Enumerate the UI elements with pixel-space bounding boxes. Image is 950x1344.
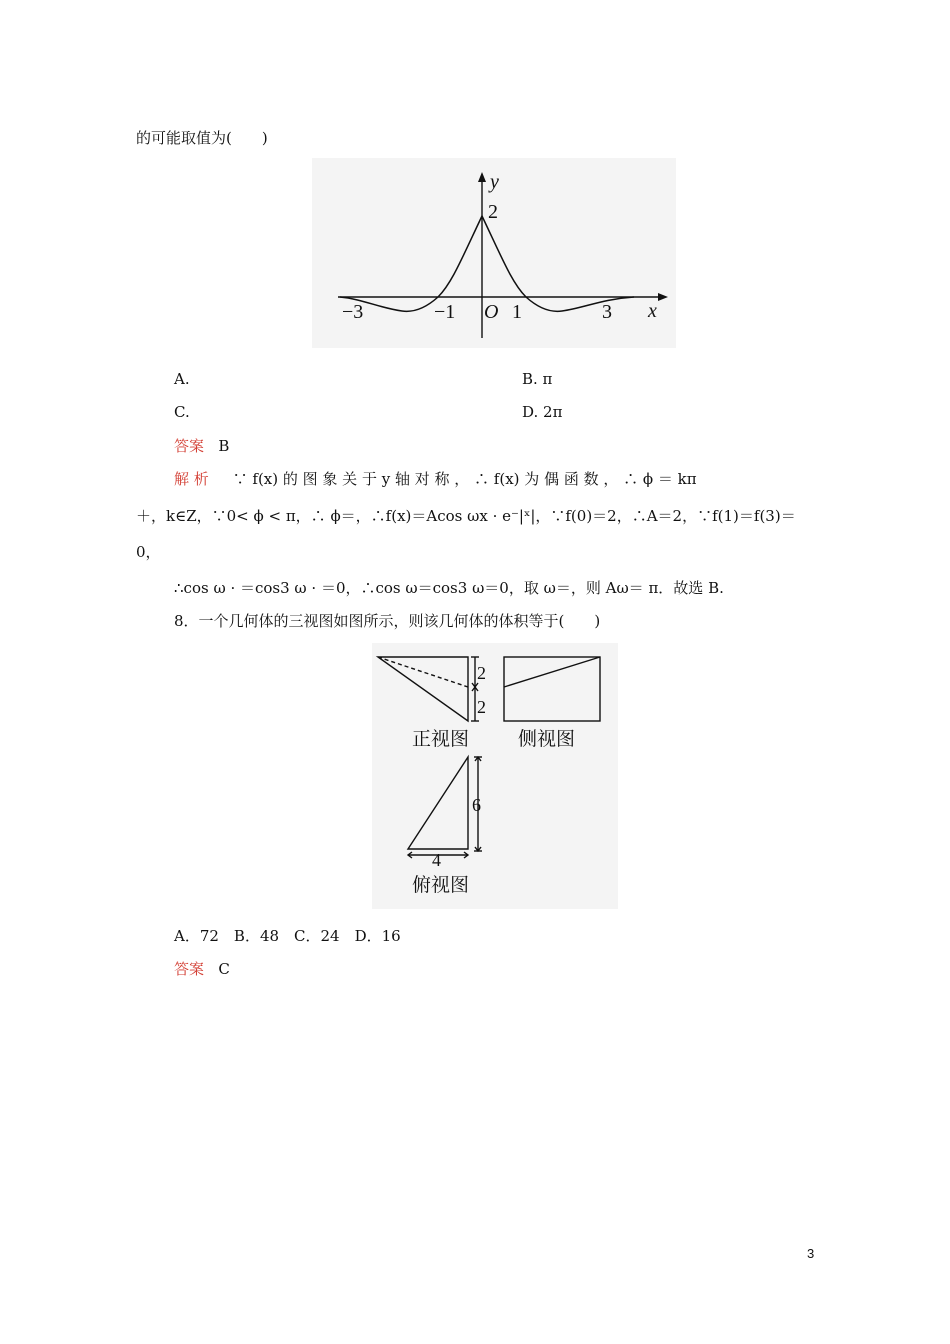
dim-height-label: 6 — [472, 795, 481, 815]
q7-option-a: A. — [174, 370, 190, 388]
tick-label-3: 3 — [602, 301, 612, 323]
tick-label-1: 1 — [512, 301, 522, 323]
q8-options: A．72 B．48 C．24 D．16 — [174, 927, 401, 945]
answer-value: B — [218, 437, 230, 455]
x-axis-label: x — [648, 300, 657, 322]
q7-option-d: D. 2π — [522, 403, 563, 421]
origin-label: O — [484, 301, 499, 323]
tick-label-neg3: −3 — [342, 301, 364, 323]
answer-value: C — [218, 960, 230, 978]
q7-option-c: C. — [174, 403, 190, 421]
side-view-label: 侧视图 — [518, 729, 576, 750]
answer-label: 答案 — [174, 960, 205, 978]
analysis-label: 解 析 — [174, 470, 209, 488]
q7-analysis-line4: ∴cos ω · ＝cos3 ω · ＝0，∴cos ω＝cos3 ω＝0，取 ω＝，则 Aω＝ π．故选 B. — [174, 579, 724, 597]
page-number: 3 — [807, 1246, 815, 1261]
q7-analysis-line3: 0， — [136, 543, 161, 561]
q8-answer — [174, 959, 230, 979]
front-view-label: 正视图 — [412, 729, 470, 750]
dim-upper-label: 2 — [477, 663, 486, 683]
analysis-text-1: ∵ f(x) 的 图 象 关 于 y 轴 对 称 ， ∴ f(x) 为 偶 函 数 ， ∴ ϕ ＝ kπ — [232, 470, 697, 488]
q7-analysis-line2: ＋，k∈Z，∵0< ϕ < π，∴ ϕ＝，∴f(x)＝Acos ωx · e⁻|ˣ|，∵f(0)＝2，∴A＝2，∵f(1)＝f(3)＝ — [136, 507, 796, 525]
q7-stem-tail: 的可能取值为( ) — [136, 129, 268, 147]
tick-label-neg1: −1 — [434, 301, 456, 323]
q7-analysis-line1 — [174, 469, 697, 489]
q8-stem: 8．一个几何体的三视图如图所示，则该几何体的体积等于( ) — [174, 612, 601, 630]
peak-label: 2 — [488, 201, 498, 223]
y-axis-label: y — [490, 171, 499, 193]
q7-option-b: B. π — [522, 370, 553, 388]
dim-lower-label: 2 — [477, 697, 486, 717]
three-views-figure — [372, 643, 618, 909]
top-view-label: 俯视图 — [412, 875, 470, 896]
dim-width-label: 4 — [432, 850, 441, 870]
q7-answer — [174, 436, 229, 456]
function-graph-figure — [312, 158, 676, 348]
answer-label: 答案 — [174, 437, 205, 455]
